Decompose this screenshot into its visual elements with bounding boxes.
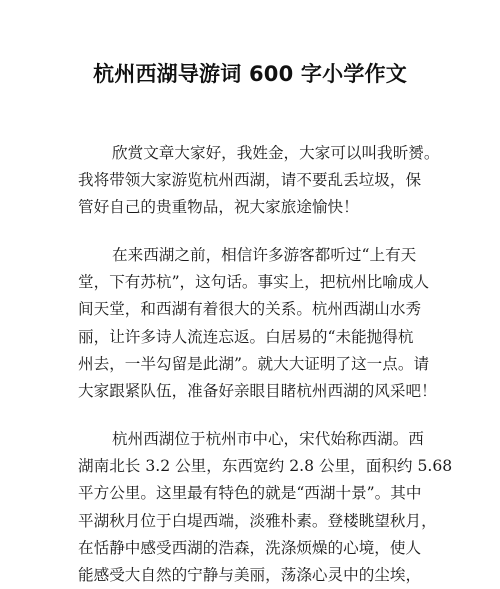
paragraph-2 xyxy=(78,242,437,405)
text-line: 杭州西湖位于杭州市中心，宋代始称西湖。西 xyxy=(112,430,424,448)
text-line: 大家跟紧队伍，准备好亲眼目睹杭州西湖的风采吧！ xyxy=(78,382,437,401)
text-line: 州去，一半勾留是此湖”。就大大证明了这一点。请 xyxy=(78,354,430,373)
text-line: 堂，下有苏杭”，这句话。事实上，把杭州比喻成人 xyxy=(78,273,430,292)
text-line: 在恬静中感受西湖的浩森，洗涤烦燥的心境，使人 xyxy=(78,538,422,557)
text-line: 欣赏文章大家好，我姓金，大家可以叫我昕赟。 xyxy=(112,144,440,162)
text-line: 平方公里。这里最有特色的就是“西湖十景”。其中 xyxy=(78,484,422,503)
text-line: 我将带领大家游览杭州西湖，请不要乱丢垃圾，保 xyxy=(78,171,422,190)
document-title: 杭州西湖导游词 600 字小学作文 xyxy=(93,62,407,86)
text-line: 丽，让许多诗人流连忘返。白居易的“未能抛得杭 xyxy=(78,327,414,346)
paragraph-3 xyxy=(78,426,453,589)
text-line: 平湖秋月位于白堤西端，淡雅朴素。登楼眺望秋月， xyxy=(78,511,437,530)
text-line: 能感受大自然的宁静与美丽，荡涤心灵中的尘埃， xyxy=(78,566,422,585)
paragraph-1 xyxy=(78,140,440,222)
text-line: 管好自己的贵重物品，祝大家旅途愉快！ xyxy=(78,198,359,217)
text-line: 在来西湖之前，相信许多游客都听过“上有天 xyxy=(112,246,417,264)
text-line: 湖南北长 3.2 公里，东西宽约 2.8 公里，面积约 5.68 xyxy=(78,457,453,476)
text-line: 间天堂，和西湖有着很大的关系。杭州西湖山水秀 xyxy=(78,300,422,319)
